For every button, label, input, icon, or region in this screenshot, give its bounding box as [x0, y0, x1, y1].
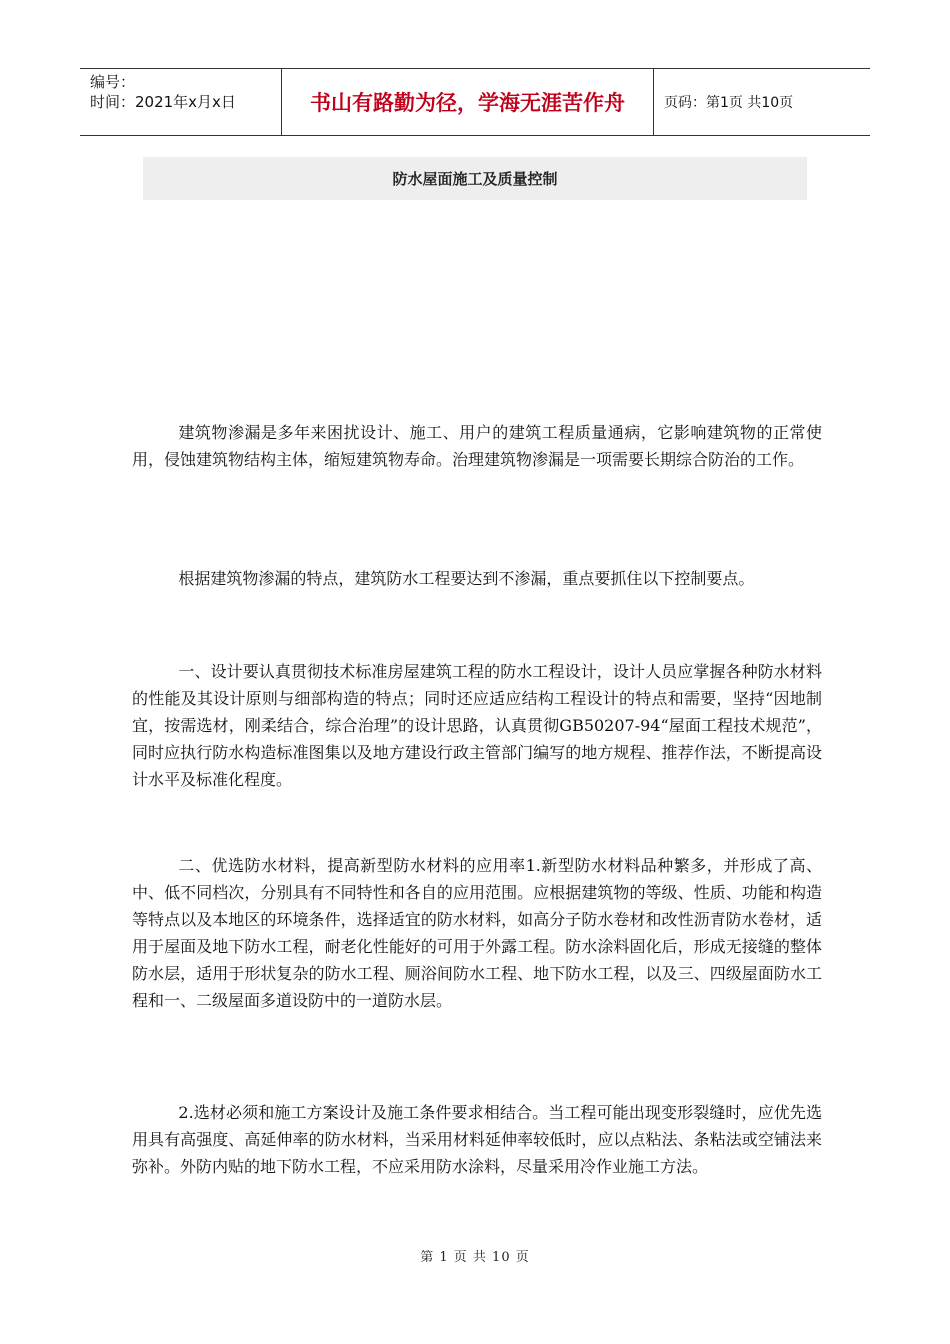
paragraph-key-points: 根据建筑物渗漏的特点，建筑防水工程要达到不渗漏，重点要抓住以下控制要点。: [178, 569, 755, 588]
paragraph-section-two-item-two: 2.选材必须和施工方案设计及施工条件要求相结合。当工程可能出现变形裂缝时，应优先选用具有高强度、高延伸率的防水材料，当采用材料延伸率较低时，应以点粘法、条粘法或空铺法来弥补。外防内贴的地下防水工程，不应采用防水涂料，尽量采用冷作业施工方法。: [132, 1103, 822, 1176]
time-label: 时间：2021年x月x日: [90, 93, 236, 111]
number-label: 编号：: [90, 73, 136, 91]
header-meta: [80, 69, 282, 135]
paragraph-intro: 建筑物渗漏是多年来困扰设计、施工、用户的建筑工程质量通病，它影响建筑物的正常使用，侵蚀建筑物结构主体，缩短建筑物寿命。治理建筑物渗漏是一项需要长期综合防治的工作。: [132, 423, 822, 469]
header-motto: 书山有路勤为径，学海无涯苦作舟: [282, 69, 654, 135]
paragraph-section-one: 一、设计要认真贯彻技术标准房屋建筑工程的防水工程设计，设计人员应掌握各种防水材料的性能及其设计原则与细部构造的特点；同时还应适应结构工程设计的特点和需要，坚持“因地制宜，按需选材，刚柔结合，综合治理”的设计思路，认真贯彻GB50207-94“屋面工程技术规范”，同时应执行防水构造标准图集以及地方建设行政主管部门编写的地方规程、推荐作法，不断提高设计水平及标准化程度。: [132, 662, 822, 789]
header-page-info: 页码：第1页 共10页: [664, 95, 794, 111]
page-footer: 第 1 页 共 10 页: [420, 1250, 530, 1265]
paragraph-section-two: 二、优选防水材料，提高新型防水材料的应用率1.新型防水材料品种繁多，并形成了高、中、低不同档次，分别具有不同特性和各自的应用范围。应根据建筑物的等级、性质、功能和构造等特点以及本地区的环境条件，选择适宜的防水材料，如高分子防水卷材和改性沥青防水卷材，适用于屋面及地下防水工程，耐老化性能好的可用于外露工程。防水涂料固化后，形成无接缝的整体防水层，适用于形状复杂的防水工程、厕浴间防水工程、地下防水工程，以及三、四级屋面防水工程和一、二级屋面多道设防中的一道防水层。: [132, 856, 822, 1010]
document-title: 防水屋面施工及质量控制: [143, 157, 807, 200]
document-header: [80, 68, 870, 136]
